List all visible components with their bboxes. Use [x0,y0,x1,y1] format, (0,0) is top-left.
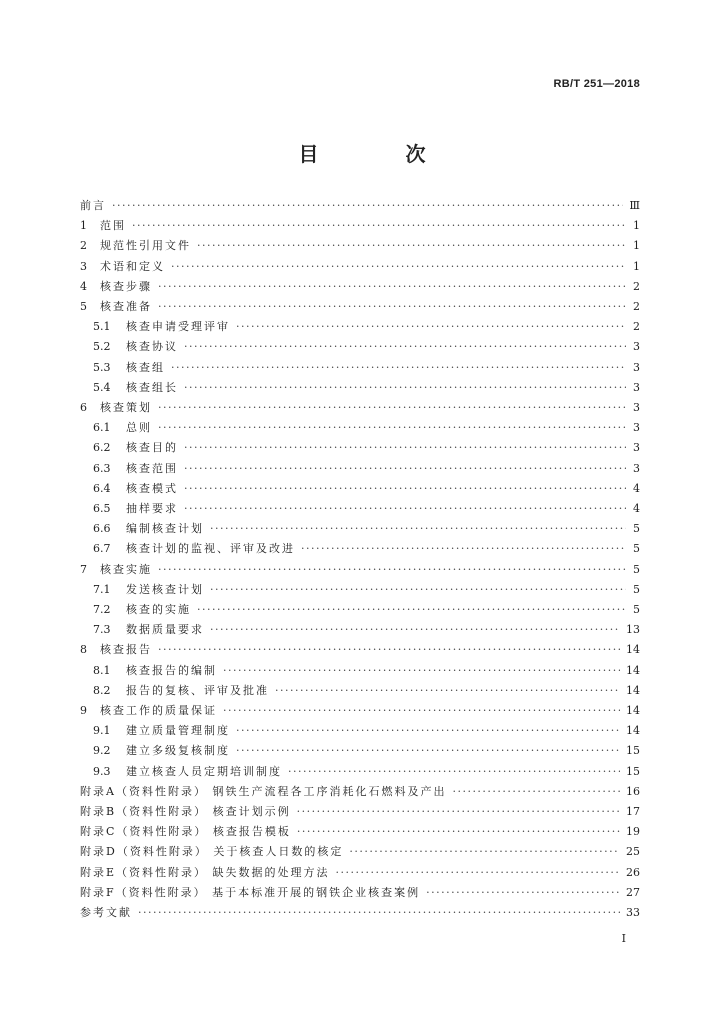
toc-entry-page: 3 [633,380,640,394]
toc-entry-number: 5.3 [93,360,111,374]
toc-entry-page: 4 [633,502,640,515]
toc-entry[interactable] [80,782,640,802]
toc-entry-page: 14 [626,643,640,657]
toc-dot-leader [223,701,620,721]
toc-entry-number: 5.4 [93,380,111,394]
toc-entry-title: 附录F（资料性附录） 基于本标准开展的钢铁企业核查案例 [80,885,421,899]
toc-entry-page: 3 [633,360,640,374]
toc-entry-number: 8 [80,643,87,657]
toc-dot-leader [452,782,620,802]
toc-dot-leader [210,620,620,640]
toc-entry-number: 5 [80,300,87,313]
toc-dot-leader [112,196,623,216]
toc-entry-number: 1 [80,219,87,233]
toc-dot-leader [158,418,626,438]
toc-entry-page: 2 [633,320,640,334]
toc-entry-title: 发送核查计划 [126,582,204,596]
toc-entry[interactable] [93,681,640,701]
toc-entry-number: 7 [80,562,87,576]
toc-entry-title: 核查模式 [126,481,178,495]
toc-entry[interactable] [93,378,640,398]
toc-dot-leader [275,681,620,701]
toc-entry-number: 6.2 [93,441,111,455]
toc-entry-title: 数据质量要求 [126,623,204,637]
toc-entry-page: 27 [626,885,640,899]
toc-entry-page: 3 [633,401,640,414]
toc-dot-leader [158,297,626,317]
toc-dot-leader [158,560,626,580]
toc-dot-leader [223,661,620,681]
toc-entry-title: 核查计划的监视、评审及改进 [126,542,295,556]
toc-entry-number: 9.2 [93,744,111,758]
toc-entry[interactable] [80,883,640,903]
toc-entry-page: 16 [626,784,640,798]
toc-entry-number: 7.2 [93,603,111,616]
toc-entry-page: 5 [633,562,640,576]
toc-entry[interactable] [93,580,640,600]
toc-dot-leader [236,741,620,761]
toc-entry-number: 6.5 [93,502,111,515]
toc-entry-page: 3 [633,441,640,455]
toc-entry-page: 13 [626,623,640,637]
toc-entry-number: 7.3 [93,623,111,637]
toc-entry-number: 9.1 [93,724,111,738]
toc-entry-page: 15 [626,744,640,758]
toc-entry[interactable] [93,499,640,519]
toc-dot-leader [138,903,620,923]
toc-entry-page: 14 [626,704,640,717]
toc-dot-leader [184,479,626,499]
toc-entry-number: 6.6 [93,522,111,536]
toc-entry-number: 9 [80,704,87,717]
toc-entry-title: 核查组长 [126,380,178,394]
toc-entry[interactable] [80,196,640,216]
toc-entry-title: 参考文献 [80,906,132,919]
toc-entry-page: 33 [626,906,640,919]
toc-dot-leader [336,863,620,883]
toc-entry-page: 17 [626,805,640,818]
toc-entry-number: 8.2 [93,683,111,697]
toc-dot-leader [197,236,626,256]
toc-entry-title: 核查协议 [126,340,178,354]
toc-entry-page: 14 [626,663,640,677]
toc-entry-page: 26 [626,865,640,879]
toc-entry-title: 核查申请受理评审 [126,320,230,334]
toc-entry-number: 6.7 [93,542,111,556]
toc-entry-title: 报告的复核、评审及批准 [126,683,269,697]
toc-entry-title: 附录A（资料性附录） 钢铁生产流程各工序消耗化石燃料及产出 [80,784,447,798]
toc-entry-number: 6.3 [93,461,111,475]
toc-entry-page: 15 [626,764,640,778]
toc-entry[interactable] [80,257,640,277]
toc-entry[interactable] [80,842,640,862]
toc-entry-page: 5 [633,522,640,536]
toc-dot-leader [426,883,620,903]
toc-entry[interactable] [80,398,640,418]
toc-entry-title: 核查组 [126,360,165,374]
toc-dot-leader [184,459,626,479]
toc-entry-number: 4 [80,279,87,293]
toc-entry-number: 6 [80,401,87,414]
toc-entry[interactable] [80,701,640,721]
toc-dot-leader [210,519,626,539]
toc-entry-number: 3 [80,259,87,273]
toc-entry-page: Ⅲ [629,199,640,212]
toc-entry[interactable] [93,661,640,681]
toc-dot-leader [210,580,626,600]
toc-entry-title: 术语和定义 [100,259,165,273]
toc-entry[interactable] [93,762,640,782]
toc-dot-leader [184,337,626,357]
toc-dot-leader [236,721,620,741]
toc-entry[interactable] [80,216,640,236]
toc-entry[interactable] [80,822,640,842]
toc-entry-title: 核查工作的质量保证 [100,704,217,717]
toc-entry[interactable] [93,620,640,640]
toc-entry-page: 1 [633,259,640,273]
toc-dot-leader [184,378,626,398]
toc-entry[interactable] [93,539,640,559]
toc-entry[interactable] [93,600,640,620]
toc-dot-leader [158,640,620,660]
toc-entry-title: 总则 [126,421,152,435]
standard-code: RB/T 251—2018 [553,78,640,90]
toc-entry-number: 5.2 [93,340,111,354]
toc-entry[interactable] [93,479,640,499]
toc-entry-number: 9.3 [93,764,111,778]
toc-entry-number: 2 [80,239,87,253]
toc-entry-title: 核查报告的编制 [126,663,217,677]
toc-entry-title: 附录C（资料性附录） 核查报告模板 [80,825,291,839]
toc-entry-title: 核查策划 [100,401,152,414]
toc-entry[interactable] [80,297,640,317]
toc-entry-title: 核查的实施 [126,603,191,616]
toc-entry-title: 附录D（资料性附录） 关于核查人日数的核定 [80,845,344,859]
toc-entry-title: 核查报告 [100,643,152,657]
toc-entry-page: 5 [633,542,640,556]
toc-entry-title: 建立核查人员定期培训制度 [126,764,282,778]
toc-dot-leader [349,842,620,862]
toc-dot-leader [184,438,626,458]
toc-entry-page: 3 [633,340,640,354]
toc-entry[interactable] [80,236,640,256]
toc-dot-leader [158,277,626,297]
toc-entry-number: 6.4 [93,481,111,495]
toc-entry-number: 5.1 [93,320,111,334]
page-number: I [621,932,626,945]
toc-entry[interactable] [93,459,640,479]
toc-dot-leader [236,317,626,337]
toc-entry-title: 规范性引用文件 [100,239,191,253]
toc-entry-title: 编制核查计划 [126,522,204,536]
toc-entry[interactable] [93,741,640,761]
toc-entry[interactable] [80,277,640,297]
toc-entry-page: 5 [633,603,640,616]
toc-dot-leader [132,216,626,236]
toc-entry-number: 8.1 [93,663,111,677]
toc-entry[interactable] [93,337,640,357]
toc-entry-title: 核查实施 [100,562,152,576]
toc-entry-title: 核查目的 [126,441,178,455]
toc-entry[interactable] [93,721,640,741]
toc-entry-page: 2 [633,279,640,293]
toc-entry-title: 核查准备 [100,300,152,313]
toc-entry-page: 14 [626,724,640,738]
toc-entry-title: 核查范围 [126,461,178,475]
toc-entry-page: 14 [626,683,640,697]
toc-entry[interactable] [93,418,640,438]
toc-entry-title: 建立多级复核制度 [126,744,230,758]
toc-entry-page: 1 [633,219,640,233]
toc-entry-page: 5 [633,582,640,596]
toc-entry[interactable] [93,317,640,337]
toc-entry-title: 建立质量管理制度 [126,724,230,738]
toc-entry-number: 6.1 [93,421,111,435]
toc-entry[interactable] [80,560,640,580]
toc-entry-page: 19 [626,825,640,839]
toc-dot-leader [297,802,620,822]
toc-entry-title: 范围 [100,219,126,233]
toc-entry[interactable] [80,903,640,923]
toc-entry-title: 抽样要求 [126,502,178,515]
toc-dot-leader [197,600,626,620]
toc-entry-number: 7.1 [93,582,111,596]
toc-entry[interactable] [93,438,640,458]
toc-entry-page: 3 [633,461,640,475]
toc-entry[interactable] [80,802,640,822]
toc-entry-page: 25 [626,845,640,859]
toc-dot-leader [288,762,620,782]
toc-entry-page: 1 [633,239,640,253]
toc-dot-leader [158,398,626,418]
toc-entry-page: 3 [633,421,640,435]
toc-entry-title: 附录B（资料性附录） 核查计划示例 [80,805,291,818]
toc-entry-title: 附录E（资料性附录） 缺失数据的处理方法 [80,865,330,879]
toc-entry[interactable] [80,863,640,883]
toc-entry-page: 4 [633,481,640,495]
toc-entry[interactable] [93,519,640,539]
toc-dot-leader [171,358,626,378]
page-title: 目 次 [298,142,466,166]
toc-dot-leader [171,257,626,277]
toc-entry-title: 核查步骤 [100,279,152,293]
toc-dot-leader [184,499,626,519]
toc-entry-title: 前言 [80,199,106,212]
toc-dot-leader [301,539,626,559]
toc-entry-page: 2 [633,300,640,313]
toc-entry[interactable] [80,640,640,660]
toc-entry[interactable] [93,358,640,378]
toc-dot-leader [297,822,620,842]
